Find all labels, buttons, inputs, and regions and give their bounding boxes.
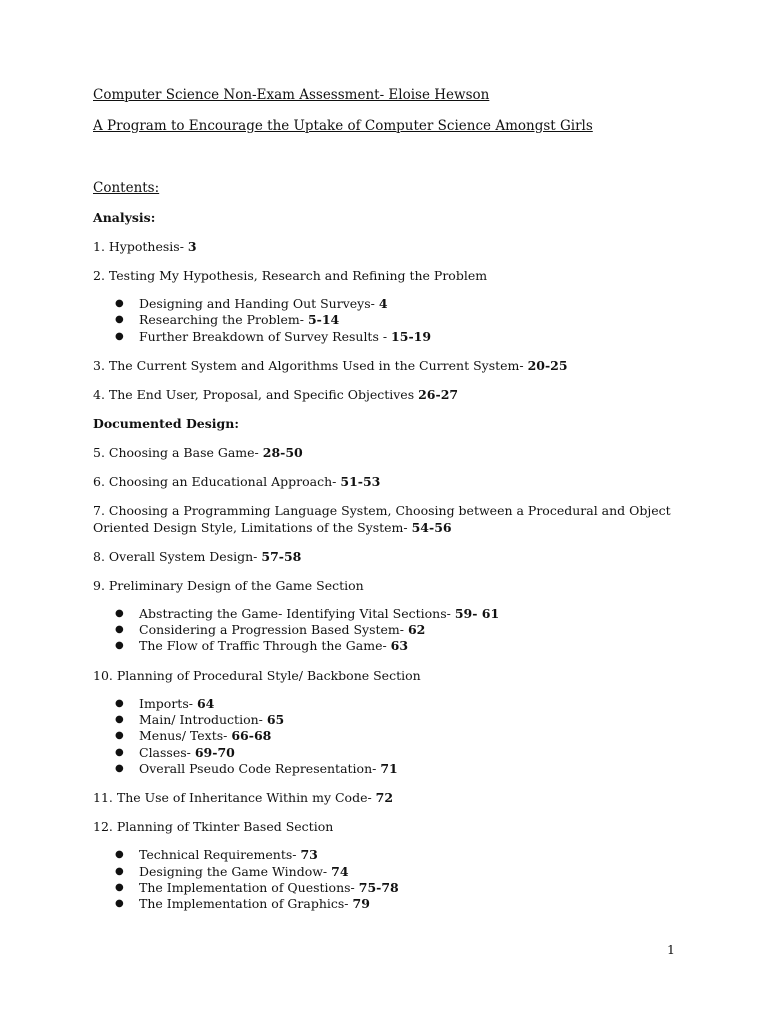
toc-subentry: ● Imports- 64 (115, 695, 215, 711)
toc-entry: 5. Choosing a Base Game- 28-50 (93, 444, 303, 460)
toc-subentry: ● Technical Requirements- 73 (115, 847, 318, 863)
document-page (93, 86, 693, 912)
bullet-icon: ● (115, 746, 124, 758)
bullet-icon: ● (115, 624, 124, 636)
documented-design-heading: Documented Design: (93, 415, 239, 431)
page-number: 1 (667, 942, 675, 957)
toc-entry: 10. Planning of Procedural Style/ Backbone Section (93, 667, 421, 683)
toc-subentry: ● Designing the Game Window- 74 (115, 863, 349, 879)
toc-subentry: ● Designing and Handing Out Surveys- 4 (115, 296, 388, 311)
bullet-icon: ● (115, 607, 124, 619)
bullet-icon: ● (115, 697, 124, 709)
toc-sublist (93, 847, 693, 912)
bullet-icon: ● (115, 849, 124, 861)
bullet-icon: ● (115, 881, 124, 893)
toc-entry: 11. The Use of Inheritance Within my Code- 72 (93, 790, 394, 806)
toc-subentry: ● Researching the Problem- 5-14 (115, 312, 340, 328)
bullet-icon: ● (115, 714, 124, 726)
toc-subentry: ● Further Breakdown of Survey Results - 15-19 (115, 328, 432, 344)
toc-subentry: ● Overall Pseudo Code Representation- 71 (115, 760, 398, 776)
toc-entry: 9. Preliminary Design of the Game Section (93, 577, 364, 593)
bullet-icon: ● (115, 730, 124, 742)
toc-subentry: ● Considering a Progression Based System- 62 (115, 622, 426, 638)
analysis-heading: Analysis: (93, 210, 156, 225)
bullet-icon: ● (115, 640, 124, 652)
bullet-icon: ● (115, 314, 124, 326)
toc-subentry: ● The Implementation of Questions- 75-78 (115, 879, 399, 895)
bullet-icon: ● (115, 898, 124, 910)
toc-subentry: ● The Flow of Traffic Through the Game- 63 (115, 638, 409, 654)
document-subtitle: A Program to Encourage the Uptake of Computer Science Amongst Girls (93, 118, 593, 134)
toc-subentry: ● Main/ Introduction- 65 (115, 712, 285, 728)
toc-entry: 1. Hypothesis- 3 (93, 239, 197, 254)
bullet-icon: ● (115, 330, 124, 342)
toc-entry: 4. The End User, Proposal, and Specific Objectives 26-27 (93, 386, 459, 402)
toc-sublist (93, 296, 693, 345)
contents-heading: Contents: (93, 180, 160, 196)
toc-subentry: ● Menus/ Texts- 66-68 (115, 728, 272, 744)
document-title: Computer Science Non-Exam Assessment- Eloise Hewson (93, 87, 490, 103)
toc-sublist (93, 606, 693, 655)
toc-subentry: ● Classes- 69-70 (115, 744, 235, 760)
bullet-icon: ● (115, 298, 124, 309)
bullet-icon: ● (115, 865, 124, 877)
bullet-icon: ● (115, 762, 124, 774)
toc-subentry: ● Abstracting the Game- Identifying Vital Sections- 59- 61 (115, 605, 500, 621)
toc-entry: 2. Testing My Hypothesis, Research and Refining the Problem (93, 268, 488, 283)
toc-subentry: ● The Implementation of Graphics- 79 (115, 896, 370, 912)
toc-entry: 8. Overall System Design- 57-58 (93, 548, 302, 564)
toc-entry: 6. Choosing an Educational Approach- 51-53 (93, 473, 381, 489)
toc-entry: 3. The Current System and Algorithms Used in the Current System- 20-25 (93, 357, 568, 373)
toc-entry: 7. Choosing a Programming Language System, Choosing between a Procedural and Object Oriented Design Style, Limitations of the System- 54-56 (93, 502, 671, 535)
toc-entry: 12. Planning of Tkinter Based Section (93, 819, 334, 835)
toc-sublist (93, 696, 693, 777)
